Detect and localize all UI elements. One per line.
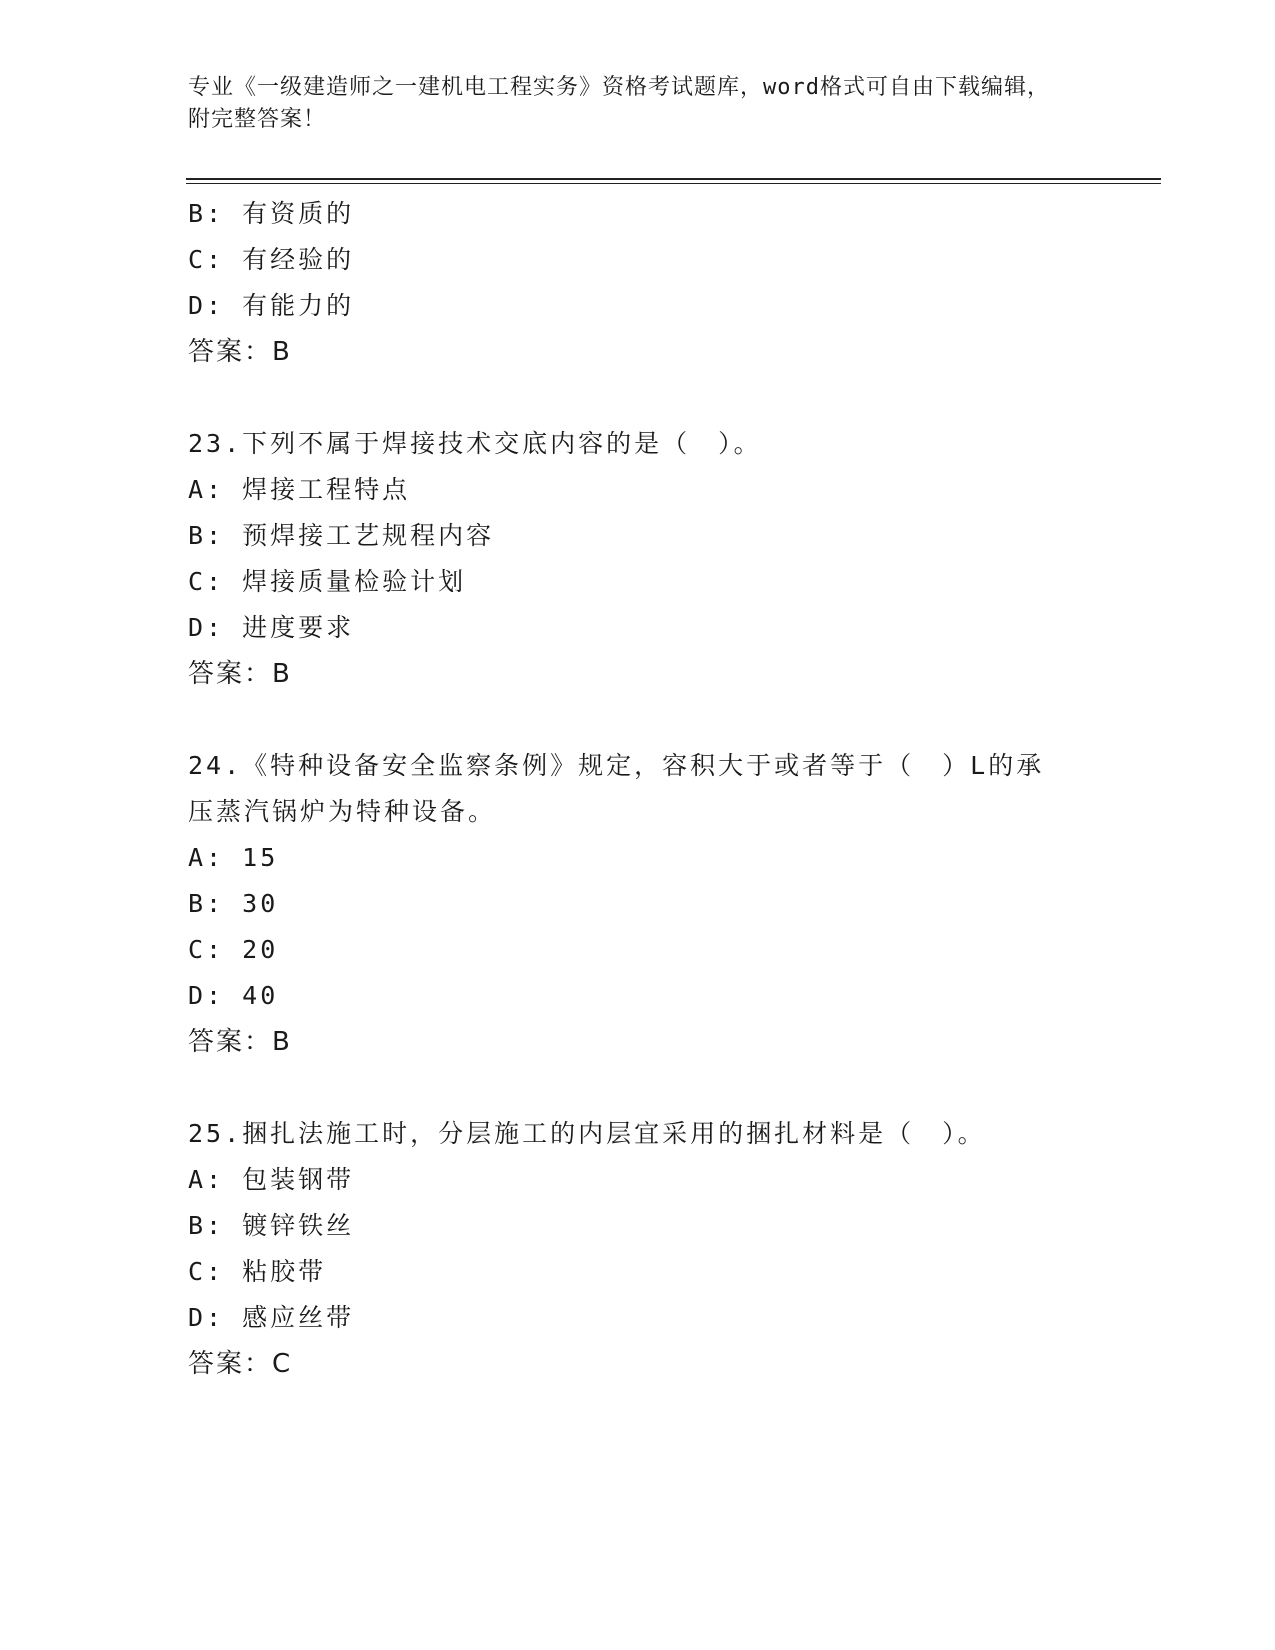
option-d: D: 进度要求 <box>188 613 355 642</box>
question-25 <box>188 1111 1088 1387</box>
option-c: C: 粘胶带 <box>188 1257 327 1286</box>
answer-value: B <box>272 1027 291 1057</box>
option-d: D: 感应丝带 <box>188 1303 355 1332</box>
option-d: D: 有能力的 <box>188 291 355 320</box>
spacer <box>188 1065 1088 1111</box>
option-a: A: 焊接工程特点 <box>188 475 411 504</box>
answer-label: 答案： <box>188 337 273 367</box>
answer-line <box>188 1341 1088 1387</box>
answer-line <box>188 329 1088 375</box>
previous-question-tail <box>188 191 1088 375</box>
answer-label: 答案： <box>188 1349 273 1379</box>
question-content <box>188 191 1088 1387</box>
question-stem: 23.下列不属于焊接技术交底内容的是（ ）。 <box>188 429 762 458</box>
option-c: C: 20 <box>188 935 279 964</box>
answer-line <box>188 651 1088 697</box>
answer-value: B <box>272 659 291 689</box>
document-header: 专业《一级建造师之一建机电工程实务》资格考试题库，word格式可自由下载编辑，附完整答案！ <box>188 75 1050 132</box>
question-24 <box>188 743 1088 1065</box>
question-23 <box>188 421 1088 697</box>
option-b: B: 预焊接工艺规程内容 <box>188 521 495 550</box>
spacer <box>188 375 1088 421</box>
option-a: A: 15 <box>188 843 279 872</box>
answer-value: C <box>272 1349 292 1379</box>
option-c: C: 焊接质量检验计划 <box>188 567 467 596</box>
option-b: B: 有资质的 <box>188 199 355 228</box>
option-c: C: 有经验的 <box>188 245 355 274</box>
question-stem: 25.捆扎法施工时，分层施工的内层宜采用的捆扎材料是（ ）。 <box>188 1119 986 1148</box>
option-a: A: 包装钢带 <box>188 1165 355 1194</box>
answer-value: B <box>272 337 291 367</box>
question-stem: 24.《特种设备安全监察条例》规定，容积大于或者等于（ ）L的承压蒸汽锅炉为特种设备。 <box>188 751 1045 826</box>
option-b: B: 镀锌铁丝 <box>188 1211 355 1240</box>
spacer <box>188 697 1088 743</box>
answer-label: 答案： <box>188 1027 273 1057</box>
answer-line <box>188 1019 1088 1065</box>
option-d: D: 40 <box>188 981 279 1010</box>
option-b: B: 30 <box>188 889 279 918</box>
header-divider <box>186 178 1161 184</box>
answer-label: 答案： <box>188 659 273 689</box>
